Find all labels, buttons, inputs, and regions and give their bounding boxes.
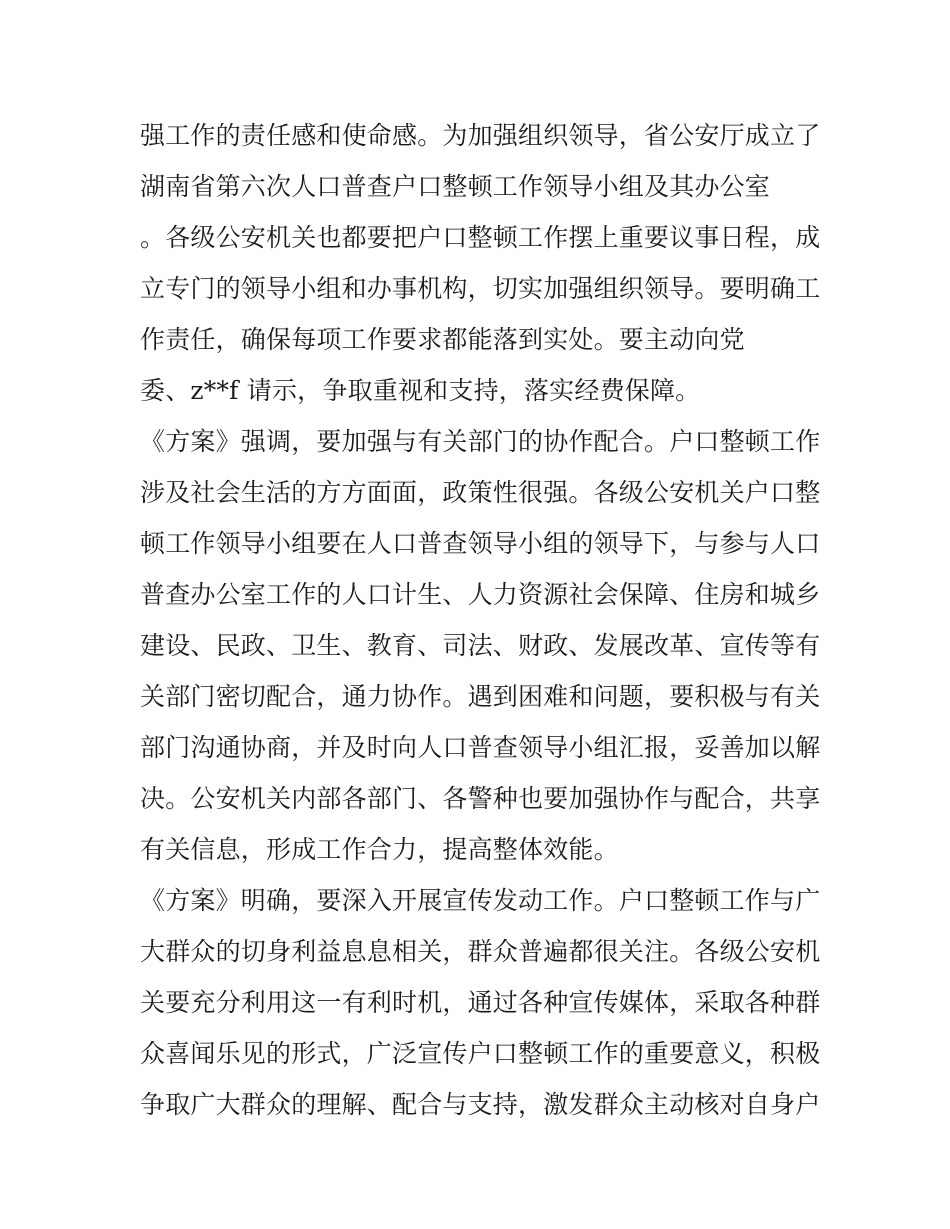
text-line: 建设、民政、卫生、教育、司法、财政、发展改革、宣传等有 bbox=[140, 631, 821, 660]
document-body bbox=[140, 110, 820, 1130]
text-line: 争取广大群众的理解、配合与支持，激发群众主动核对自身户 bbox=[140, 1090, 821, 1119]
text-line: 作责任，确保每项工作要求都能落到实处。要主动向党 bbox=[140, 325, 745, 354]
text-line: 关要充分利用这一有利时机，通过各种宣传媒体，采取各种群 bbox=[140, 988, 821, 1017]
text-line: 湖南省第六次人口普查户口整顿工作领导小组及其办公室 bbox=[140, 172, 771, 201]
text-line: 部门沟通协商，并及时向人口普查领导小组汇报，妥善加以解 bbox=[140, 733, 821, 762]
text-line: 决。公安机关内部各部门、各警种也要加强协作与配合，共享 bbox=[140, 784, 821, 813]
text-line: 强工作的责任感和使命感。为加强组织领导，省公安厅成立了 bbox=[140, 121, 821, 150]
text-line: 大群众的切身利益息息相关，群众普遍都很关注。各级公安机 bbox=[140, 937, 821, 966]
text-line: 关部门密切配合，通力协作。遇到困难和问题，要积极与有关 bbox=[140, 682, 821, 711]
text-line: 《方案》强调，要加强与有关部门的协作配合。户口整顿工作 bbox=[140, 427, 821, 456]
text-line: 众喜闻乐见的形式，广泛宣传户口整顿工作的重要意义，积极 bbox=[140, 1039, 821, 1068]
text-line: 立专门的领导小组和办事机构，切实加强组织领导。要明确工 bbox=[140, 274, 821, 303]
text-line: 委、z**f 请示，争取重视和支持，落实经费保障。 bbox=[140, 376, 701, 405]
text-line: 《方案》明确，要深入开展宣传发动工作。户口整顿工作与广 bbox=[140, 886, 821, 915]
text-line: 。各级公安机关也都要把户口整顿工作摆上重要议事日程，成 bbox=[140, 223, 821, 252]
text-line: 有关信息，形成工作合力，提高整体效能。 bbox=[140, 835, 619, 864]
text-line: 顿工作领导小组要在人口普查领导小组的领导下，与参与人口 bbox=[140, 529, 821, 558]
text-line: 涉及社会生活的方方面面，政策性很强。各级公安机关户口整 bbox=[140, 478, 821, 507]
text-line: 普查办公室工作的人口计生、人力资源社会保障、住房和城乡 bbox=[140, 580, 821, 609]
